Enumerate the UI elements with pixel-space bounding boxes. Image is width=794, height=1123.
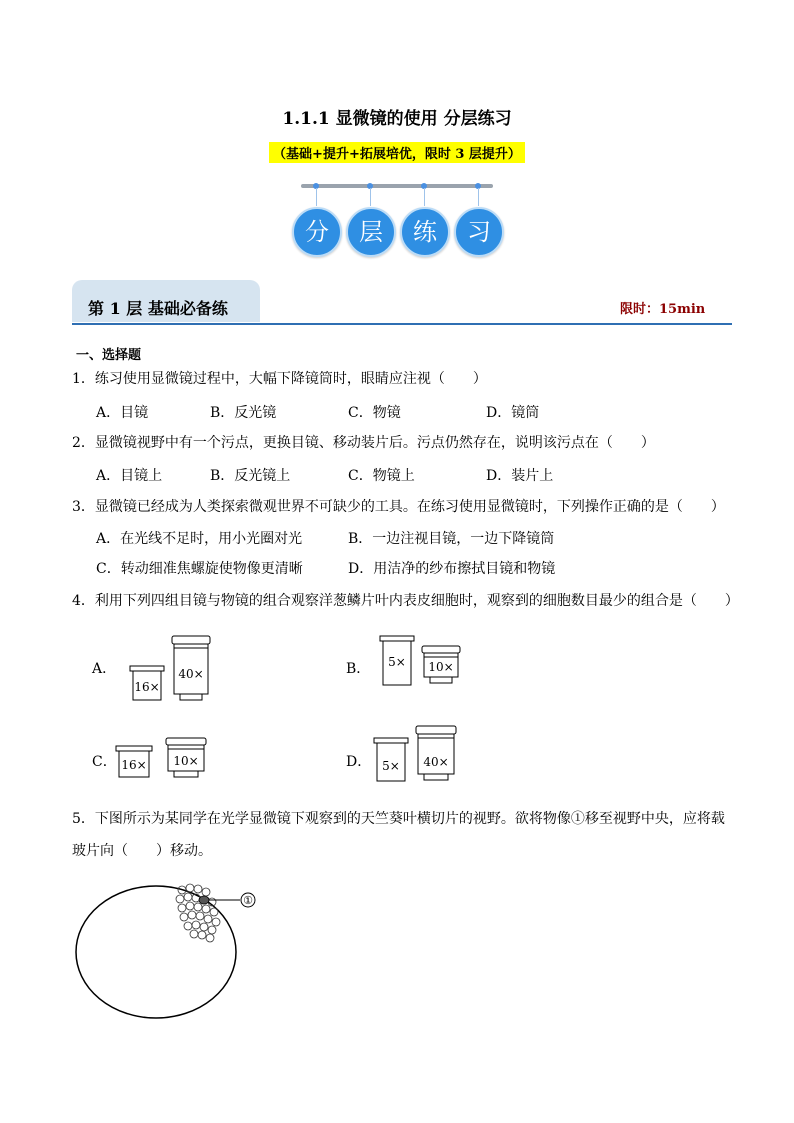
banner-bar <box>301 184 493 188</box>
eyepiece-lens <box>374 738 408 781</box>
q3-option-b[interactable]: B．一边注视目镜，一边下降镜筒 <box>348 531 555 547</box>
q2-option-c[interactable]: C．物镜上 <box>348 468 415 484</box>
target-object <box>199 896 209 904</box>
eyepiece-label: 16× <box>121 758 147 772</box>
time-limit: 限时：15min <box>620 302 706 317</box>
question-3-stem: 3．显微镜已经成为人类探索微观世界不可缺少的工具。在练习使用显微镜时，下列操作正确的是（ ） <box>72 499 725 515</box>
q2-option-d[interactable]: D．装片上 <box>486 468 554 484</box>
q4-option-b[interactable]: B． <box>346 661 371 677</box>
banner-bubble-4: 习 <box>454 207 504 257</box>
layer-divider <box>72 323 732 325</box>
banner-stem <box>370 188 371 206</box>
objective-lens <box>422 646 460 683</box>
banner-bubble-3: 练 <box>400 207 450 257</box>
objective-label: 10× <box>428 660 454 674</box>
q1-option-d[interactable]: D．镜筒 <box>486 405 540 421</box>
eyepiece-label: 5× <box>388 655 406 669</box>
page-title: 1.1.1 显微镜的使用 分层练习 <box>282 109 512 129</box>
banner-bubble-1: 分 <box>292 207 342 257</box>
page-subtitle: （基础+提升+拓展培优，限时 3 层提升） <box>269 142 525 163</box>
banner-stem <box>424 188 425 206</box>
microscope-field-figure <box>70 872 270 1022</box>
objective-lens <box>416 726 456 780</box>
q3-option-c[interactable]: C．转动细准焦螺旋使物像更清晰 <box>96 561 303 577</box>
banner-stem <box>316 188 317 206</box>
objective-label: 10× <box>173 754 199 768</box>
q2-option-b[interactable]: B．反光镜上 <box>210 468 291 484</box>
q3-option-d[interactable]: D．用洁净的纱布擦拭目镜和物镜 <box>348 561 556 577</box>
eyepiece-lens <box>116 746 152 777</box>
q1-option-a[interactable]: A．目镜 <box>96 405 149 421</box>
q4-option-a[interactable]: A． <box>92 661 117 677</box>
objective-lens <box>172 636 210 700</box>
figure-label: ① <box>243 894 253 907</box>
q4-option-c[interactable]: C． <box>92 754 117 770</box>
objective-label: 40× <box>423 755 449 769</box>
q1-option-b[interactable]: B．反光镜 <box>210 405 277 421</box>
section-title: 一、选择题 <box>76 348 142 363</box>
banner-bubble-2: 层 <box>346 207 396 257</box>
q4-a-lens-figure <box>128 634 214 702</box>
question-5-stem-line1: 5．下图所示为某同学在光学显微镜下观察到的天竺葵叶横切片的视野。欲将物像①移至视野中央，应将载 <box>72 811 725 827</box>
question-1-stem: 1．练习使用显微镜过程中，大幅下降镜筒时，眼睛应注视（ ） <box>72 371 487 387</box>
question-2-stem: 2．显微镜视野中有一个污点，更换目镜、移动装片后。污点仍然存在，说明该污点在（ ） <box>72 435 655 451</box>
objective-lens <box>166 738 206 777</box>
q4-option-d[interactable]: D． <box>346 754 372 770</box>
q3-option-a[interactable]: A．在光线不足时，用小光圈对光 <box>96 531 303 547</box>
q4-b-lens-figure <box>378 634 464 690</box>
eyepiece-label: 16× <box>134 680 160 694</box>
q4-d-lens-figure <box>372 724 468 784</box>
layer-tab: 第 1 层 基础必备练 <box>72 280 260 322</box>
eyepiece-lens <box>130 666 164 700</box>
question-4-stem: 4．利用下列四组目镜与物镜的组合观察洋葱鳞片叶内表皮细胞时，观察到的细胞数目最少的组合是（ ） <box>72 593 739 609</box>
q4-c-lens-figure <box>114 736 214 780</box>
eyepiece-lens <box>380 636 414 685</box>
q2-option-a[interactable]: A．目镜上 <box>96 468 163 484</box>
banner-stem <box>478 188 479 206</box>
eyepiece-label: 5× <box>382 759 400 773</box>
question-5-stem-line2: 玻片向（ ）移动。 <box>72 843 212 859</box>
cell-cluster <box>176 884 220 942</box>
q1-option-c[interactable]: C．物镜 <box>348 405 401 421</box>
objective-label: 40× <box>178 667 204 681</box>
